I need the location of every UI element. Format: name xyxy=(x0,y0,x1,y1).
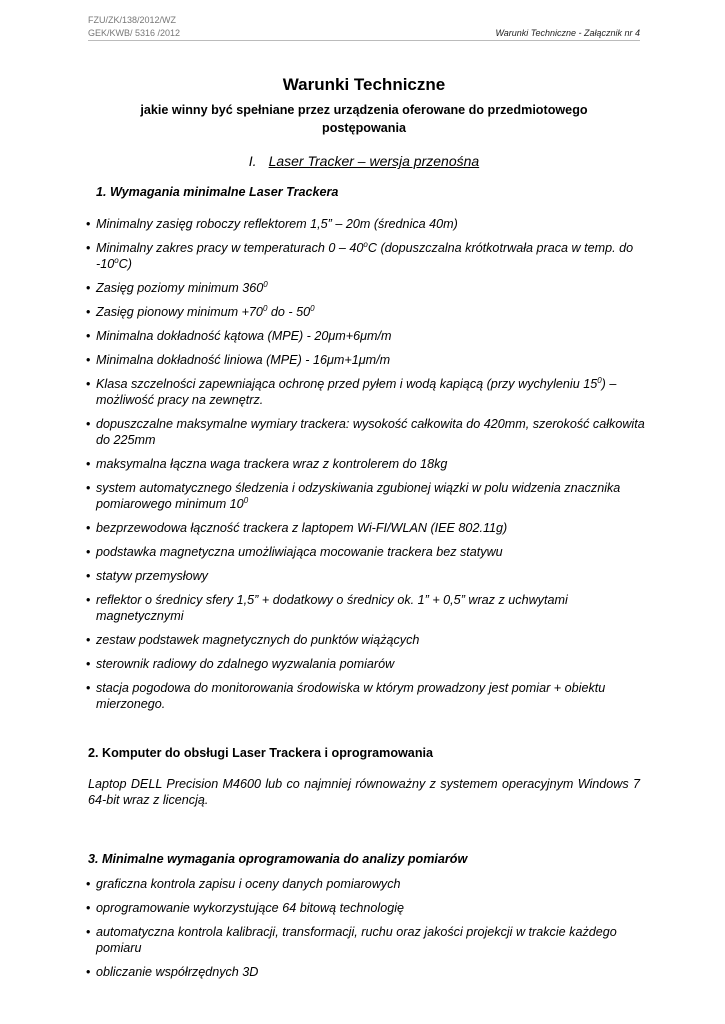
list-item xyxy=(86,632,646,648)
list-item xyxy=(86,964,646,980)
list-item xyxy=(86,568,646,584)
bullet-icon: • xyxy=(86,281,91,295)
bullet-icon: • xyxy=(86,521,91,535)
list-item-text: Zasięg poziomy minimum 360 xyxy=(96,281,264,295)
list-item-text: automatyczna kontrola kalibracji, transformacji, ruchu oraz jakości projekcji w trakcie każdego pomiaru xyxy=(96,925,617,955)
list-item-text: obliczanie współrzędnych 3D xyxy=(96,965,259,979)
list-item xyxy=(86,216,646,232)
list-item xyxy=(86,480,646,512)
list-item-text: Minimalny zasięg roboczy reflektorem 1,5” – 20m (średnica 40m) xyxy=(96,217,458,231)
list-item-text: Zasięg pionowy minimum +70 xyxy=(96,305,263,319)
bullet-icon: • xyxy=(86,457,91,471)
bullet-icon: • xyxy=(86,481,91,495)
section-1-number: I. xyxy=(248,153,257,169)
bullet-icon: • xyxy=(86,925,91,939)
bullet-icon: • xyxy=(86,681,91,695)
bullet-icon: • xyxy=(86,877,91,891)
section-1-title: Laser Tracker – wersja przenośna xyxy=(268,153,480,169)
list-item-text: do - 50 xyxy=(267,305,311,319)
list-item xyxy=(86,304,646,320)
list-item-text: statyw przemysłowy xyxy=(96,569,208,583)
list-item xyxy=(86,520,646,536)
list-item xyxy=(86,416,646,448)
bullet-icon: • xyxy=(86,305,91,319)
list-item xyxy=(86,240,646,272)
list-item xyxy=(86,592,646,624)
bullet-icon: • xyxy=(86,593,91,607)
bullet-icon: • xyxy=(86,569,91,583)
bullet-icon: • xyxy=(86,633,91,647)
bullet-icon: • xyxy=(86,417,91,431)
document-subtitle: jakie winny być spełniane przez urządzenia oferowane do przedmiotowego postępowania xyxy=(140,103,588,135)
list-item-text: C (dopuszczalna krótkotrwała praca w temp. do -10 xyxy=(96,241,634,271)
list-item xyxy=(86,924,646,956)
list-item-text: ) – możliwość pracy na zewnętrz. xyxy=(96,377,617,407)
list-item-text: C) xyxy=(118,257,132,271)
list-item xyxy=(86,376,646,408)
list-item-text: stacja pogodowa do monitorowania środowiska w którym prowadzony jest pomiar + obiektu mierzonego. xyxy=(96,681,606,711)
list-item-text: Klasa szczelności zapewniająca ochronę przed pyłem i wodą kapiącą (przy wychyleniu 15 xyxy=(96,377,598,391)
list-item xyxy=(86,876,646,892)
bullet-icon: • xyxy=(86,545,91,559)
section-3-heading: 3. Minimalne wymagania oprogramowania do analizy pomiarów xyxy=(88,852,468,866)
list-item-text: Minimalna dokładność liniowa (MPE) - 16μm+1μm/m xyxy=(96,353,391,367)
page-header xyxy=(88,15,640,45)
superscript: 0 xyxy=(310,303,315,313)
superscript: o xyxy=(114,255,119,265)
list-item-text: dopuszczalne maksymalne wymiary trackera: wysokość całkowita do 420mm, szerokość całkowita do 225mm xyxy=(96,417,645,447)
list-item-text: maksymalna łączna waga trackera wraz z kontrolerem do 18kg xyxy=(96,457,448,471)
list-item-text: sterownik radiowy do zdalnego wyzwalania pomiarów xyxy=(96,657,395,671)
list-item-text: reflektor o średnicy sfery 1,5” + dodatkowy o średnicy ok. 1” + 0,5” wraz z uchwytami magnetycznymi xyxy=(96,593,568,623)
superscript: 0 xyxy=(597,375,602,385)
bullet-icon: • xyxy=(86,657,91,671)
list-item-text: podstawka magnetyczna umożliwiająca mocowanie trackera bez statywu xyxy=(96,545,503,559)
section-1-heading xyxy=(88,153,640,169)
list-item-text: bezprzewodowa łączność trackera z laptopem Wi-FI/WLAN (IEE 802.11g) xyxy=(96,521,508,535)
document-reference-2: GEK/KWB/ 5316 /2012 xyxy=(88,28,181,38)
list-item xyxy=(86,544,646,560)
bullet-icon: • xyxy=(86,377,91,391)
list-item-text: graficzna kontrola zapisu i oceny danych pomiarowych xyxy=(96,877,401,891)
list-item xyxy=(86,680,646,712)
attachment-label: Warunki Techniczne - Załącznik nr 4 xyxy=(495,28,640,38)
list-item-text: oprogramowanie wykorzystujące 64 bitową technologię xyxy=(96,901,405,915)
list-item xyxy=(86,280,646,296)
superscript: 0 xyxy=(263,279,268,289)
list-item-text: zestaw podstawek magnetycznych do punktów wiążących xyxy=(96,633,420,647)
bullet-icon: • xyxy=(86,965,91,979)
document-title: Warunki Techniczne xyxy=(282,75,446,94)
list-item xyxy=(86,900,646,916)
section-2-heading: 2. Komputer do obsługi Laser Trackera i oprogramowania xyxy=(88,746,434,760)
list-item-text: Minimalna dokładność kątowa (MPE) - 20μm+6μm/m xyxy=(96,329,392,343)
requirements-list xyxy=(86,216,646,720)
list-item xyxy=(86,456,646,472)
bullet-icon: • xyxy=(86,329,91,343)
subsection-1-heading: 1. Wymagania minimalne Laser Trackera xyxy=(96,185,339,199)
document-reference-1: FZU/ZK/138/2012/WZ xyxy=(88,15,177,25)
software-requirements-list xyxy=(86,876,646,988)
bullet-icon: • xyxy=(86,241,91,255)
list-item xyxy=(86,328,646,344)
section-2-paragraph: Laptop DELL Precision M4600 lub co najmniej równoważny z systemem operacyjnym Windows 7 64-bit wraz z licencją. xyxy=(88,777,640,807)
list-item xyxy=(86,656,646,672)
list-item-text: Minimalny zakres pracy w temperaturach 0 – 40 xyxy=(96,241,364,255)
bullet-icon: • xyxy=(86,901,91,915)
superscript: 0 xyxy=(262,303,268,313)
header-rule xyxy=(88,40,640,41)
superscript: 0 xyxy=(243,495,249,505)
bullet-icon: • xyxy=(86,217,91,231)
superscript: o xyxy=(363,239,368,249)
bullet-icon: • xyxy=(86,353,91,367)
list-item-text: system automatycznego śledzenia i odzyskiwania zgubionej wiązki w polu widzenia znacznika pomiarowego minimum 10 xyxy=(96,481,621,511)
list-item xyxy=(86,352,646,368)
